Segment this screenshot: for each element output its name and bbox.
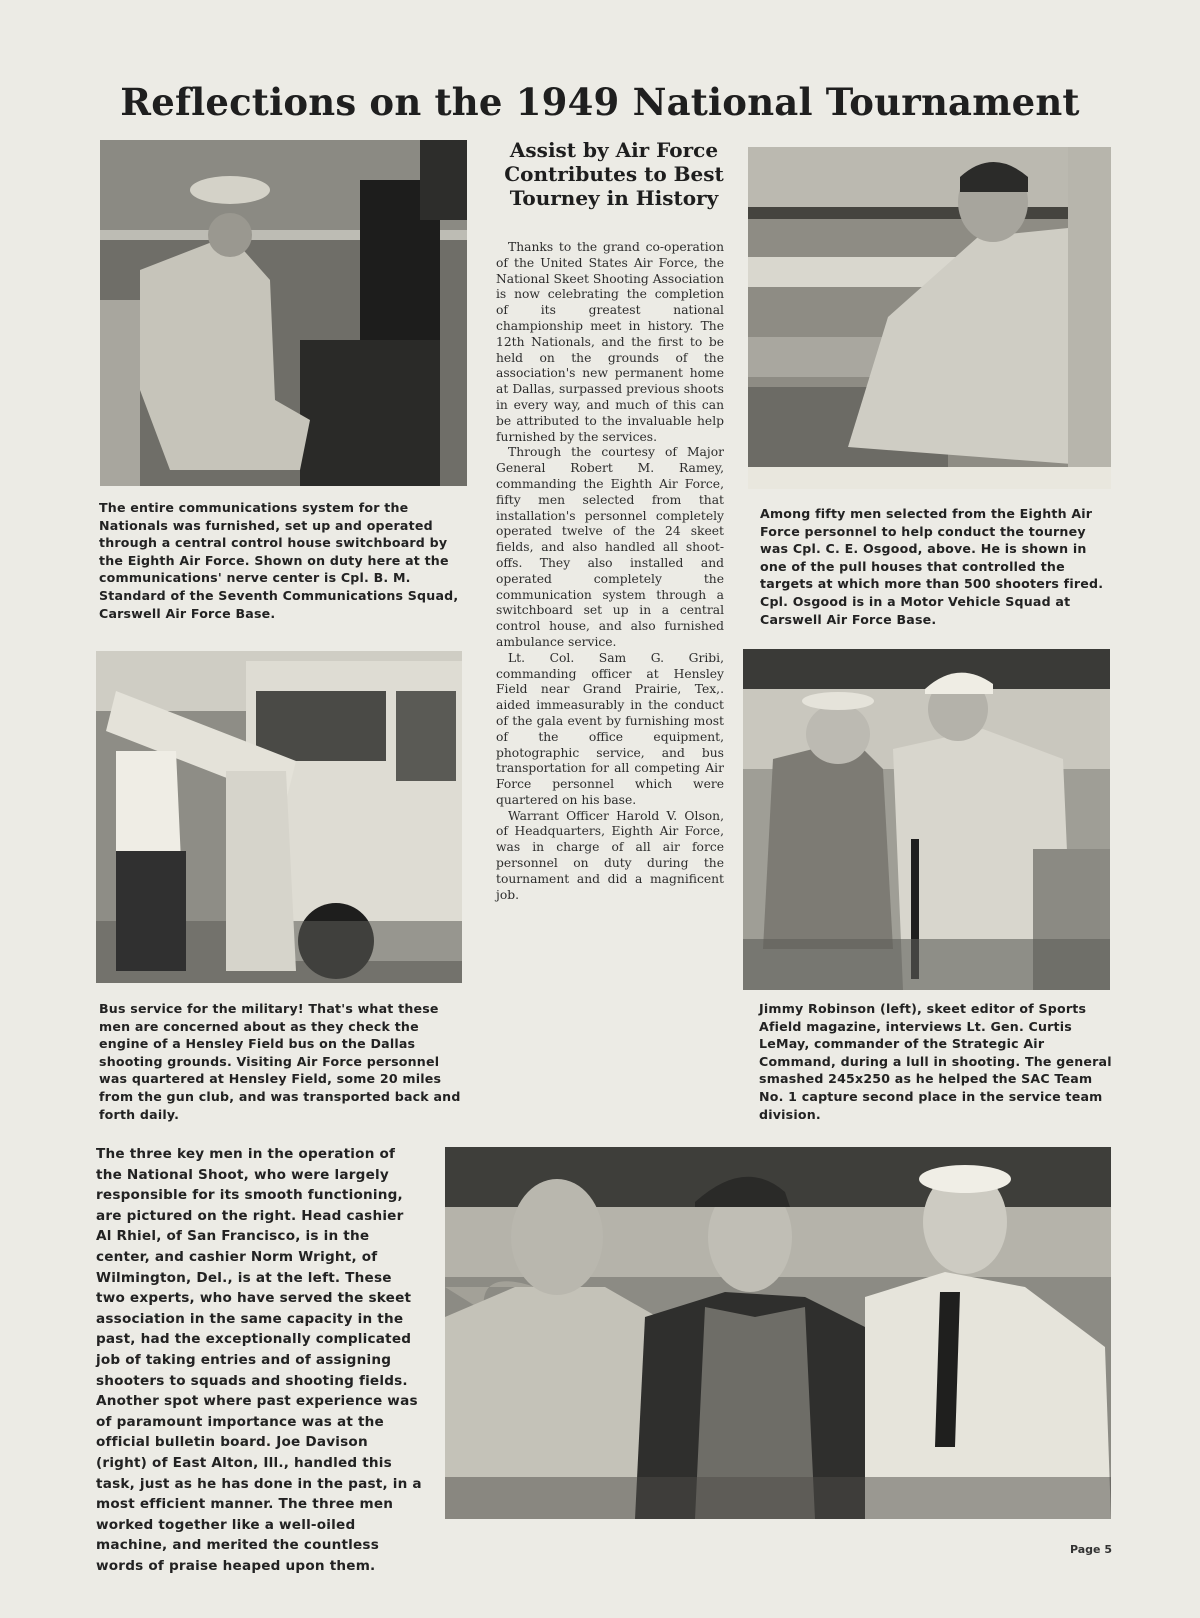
article-paragraph: Lt. Col. Sam G. Gribi, commanding officer at Hensley Field near Grand Prairie, Tex,. aided immeasurably in the conduct of the gala event by furnishing most of the office equipment, photographic service, and bus transportation for all competing Air Force personnel which were quartered on his base. — [496, 650, 724, 807]
page-title: Reflections on the 1949 National Tournament — [120, 80, 1080, 124]
caption-pull-house: Among fifty men selected from the Eighth Air Force personnel to help conduct the tourney was Cpl. C. E. Osgood, above. He is shown in one of the pull houses that controlled the targets at which more than 500 shooters fired. Cpl. Osgood is in a Motor Vehicle Squad at Carswell Air Force Base. — [760, 506, 1104, 627]
photo-switchboard-operator — [100, 140, 467, 486]
photo-pull-house — [748, 147, 1111, 489]
article-paragraph: Through the courtesy of Major General Robert M. Ramey, commanding the Eighth Air Force, fifty men selected from that installation's personnel completely operated twelve of the 24 skeet fields, and also handled all shoot-offs. They also installed and operated completely the communication system through a switchboard set up in a central control house, and also furnished ambulance service. — [496, 445, 724, 649]
article-headline: Assist by Air Force Contributes to Best Tourney in History — [504, 138, 724, 210]
article-paragraph: Warrant Officer Harold V. Olson, of Headquarters, Eighth Air Force, was in charge of all air force personnel on duty during the tournament and did a magnificent job. — [496, 808, 724, 902]
caption-interview: Jimmy Robinson (left), skeet editor of Sports Afield magazine, interviews Lt. Gen. Curtis LeMay, commander of the Strategic Air Command, during a lull in shooting. The general smashed 245x250 as he helped the SAC Team No. 1 capture second place in the service team division. — [759, 1001, 1112, 1122]
article-paragraph: Thanks to the grand co-operation of the United States Air Force, the National Skeet Shooting Association is now celebrating the completion of its greatest national championship meet in history. The 12th Nationals, and the first to be held on the grounds of the association's new permanent home at Dallas, surpassed previous shoots in every way, and much of this can be attributed to the invaluable help furnished by the services. — [496, 240, 724, 444]
photo-interview-lemay — [743, 649, 1110, 990]
caption-key-men: The three key men in the operation of the National Shoot, who were largely responsible for its smooth functioning, are pictured on the right. Head cashier Al Rhiel, of San Francisco, is in the center, and cashier Norm Wright, of Wilmington, Del., is at the left. These two experts, who have served the skeet association in the same capacity in the past, had the exceptionally complicated job of taking entries and of assigning shooters to squads and shooting fields. Another spot where past experience was of paramount importance was at the official bulletin board. Joe Davison (right) of East Alton, Ill., handled this task, just as he has done in the past, in a most efficient manner. The three men worked together like a well-oiled machine, and merited the countless words of praise heaped upon them. — [96, 1146, 422, 1574]
photo-three-key-men — [445, 1147, 1111, 1519]
article-body — [496, 240, 724, 903]
caption-switchboard: The entire communications system for the Nationals was furnished, set up and operated through a central control house switchboard by the Eighth Air Force. Shown on duty here at the communications' nerve center is Cpl. B. M. Standard of the Seventh Communications Squad, Carswell Air Force Base. — [99, 500, 459, 621]
caption-bus: Bus service for the military! That's what these men are concerned about as they check the engine of a Hensley Field bus on the Dallas shooting grounds. Visiting Air Force personnel was quartered at Hensley Field, some 20 miles from the gun club, and was transported back and forth daily. — [99, 1001, 461, 1122]
photo-bus-engine-check — [96, 651, 462, 983]
page-number: Page 5 — [1069, 1543, 1112, 1556]
